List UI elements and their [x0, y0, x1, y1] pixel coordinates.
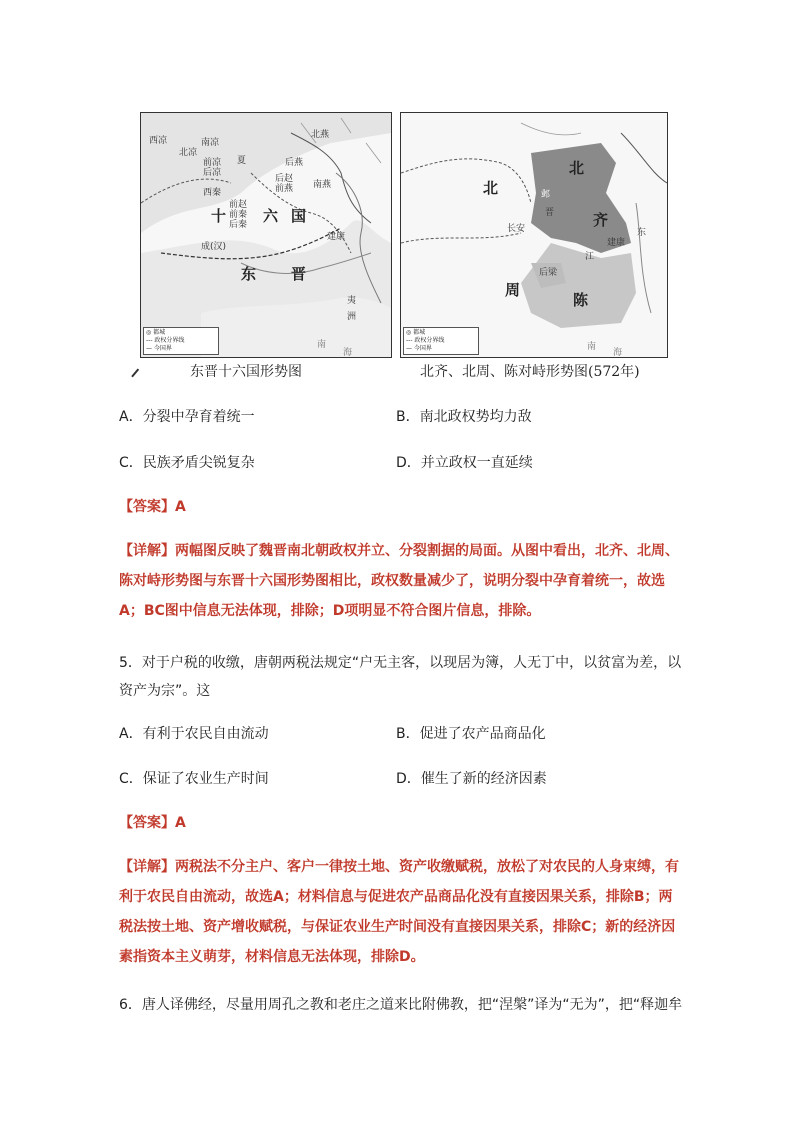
q4-option-d: D．并立政权一直延续	[396, 455, 533, 471]
q6-stem-line1: 6．唐人译佛经，尽量用周孔之教和老庄之道来比附佛教，把“涅槃”译为“无为”，把“释迦牟	[119, 997, 683, 1013]
map1-label: 后凉	[203, 168, 222, 178]
q5-stem-line2: 资产为宗”。这	[119, 683, 211, 699]
map1-label: 夷	[347, 296, 357, 306]
map1-label: 前秦	[229, 210, 248, 220]
map2-legend	[403, 327, 479, 355]
map1-label: 南	[317, 340, 327, 350]
q5-option-c: C．保证了农业生产时间	[119, 771, 269, 787]
stray-mark	[131, 368, 139, 377]
map1-label: 夏	[237, 156, 247, 166]
map2-label: 北	[569, 159, 585, 177]
map1-label: 北燕	[311, 130, 330, 140]
map2-label: 东	[637, 228, 647, 238]
map2-label: 北	[483, 179, 499, 197]
legend-item: ◎ 都城	[146, 329, 166, 336]
map1-label: 东	[241, 265, 257, 283]
map2-caption: 北齐、北周、陈对峙形势图(572年)	[420, 364, 640, 380]
q4-detail	[119, 536, 679, 626]
map1-label: 南凉	[201, 138, 220, 148]
legend-item: ◎ 都城	[406, 329, 426, 336]
answer-label: 【答案】	[119, 499, 175, 515]
detail-text: 两幅图反映了魏晋南北朝政权并立、分裂割据的局面。从图中看出，北齐、北周、陈对峙形势图与东晋十六国形势图相比，政权数量减少了，说明分裂中孕育着统一，故选A；BC图中信息无法体现，排除；D项明显不符合图片信息，排除。	[119, 543, 679, 619]
map2-label: 晋	[545, 208, 555, 218]
map1-label: 晋	[291, 265, 307, 283]
map2-label: 江	[585, 252, 595, 262]
q4-option-c: C．民族矛盾尖锐复杂	[119, 455, 255, 471]
map2-label: 周	[505, 281, 521, 299]
q5-stem-line1: 5．对于户税的收缴，唐朝两税法规定“户无主客，以现居为簿，人无丁中，以贫富为差，以	[119, 655, 682, 671]
q5-option-d: D．催生了新的经济因素	[396, 771, 547, 787]
map1-label: 北凉	[179, 148, 198, 158]
map2-label: 邺	[541, 190, 551, 200]
q5-option-b: B．促进了农产品商品化	[396, 726, 546, 742]
map1-label: 西秦	[203, 188, 222, 198]
map1-label: 海	[343, 348, 353, 358]
map2-label: 齐	[593, 211, 609, 229]
map1-label: 六	[263, 207, 279, 225]
detail-label: 【详解】	[119, 543, 175, 559]
map1-label: 十	[211, 207, 227, 225]
map1-legend	[143, 327, 219, 355]
legend-item: --- 政权分界线	[406, 337, 445, 344]
legend-item: --- 政权分界线	[146, 337, 185, 344]
map1-label: 西凉	[149, 136, 168, 146]
map1-label: 后燕	[285, 158, 304, 168]
map2-label: 海	[613, 348, 623, 358]
map1-label: 后赵	[275, 174, 294, 184]
map-eastern-jin-sixteen-kingdoms	[140, 112, 392, 358]
answer-label: 【答案】	[119, 815, 175, 831]
legend-item: — 今国界	[146, 345, 172, 352]
map1-label: 前凉	[203, 158, 222, 168]
map2-label: 后梁	[539, 268, 558, 278]
q5-option-a: A．有利于农民自由流动	[119, 726, 269, 742]
map2-label: 陈	[573, 291, 589, 309]
map1-label: 南燕	[313, 180, 332, 190]
detail-label: 【详解】	[119, 859, 175, 875]
q5-detail	[119, 852, 679, 972]
map2-label: 建康	[607, 238, 626, 248]
map1-label: 洲	[347, 312, 357, 322]
map1-label: 后秦	[229, 220, 248, 230]
q5-answer	[119, 812, 186, 832]
map1-label: 前赵	[229, 200, 248, 210]
map1-caption: 东晋十六国形势图	[190, 364, 302, 380]
q4-option-b: B．南北政权势均力敌	[396, 409, 532, 425]
map2-terrain	[401, 113, 667, 357]
q4-answer	[119, 496, 186, 516]
answer-value: A	[175, 499, 186, 515]
map1-label: 国	[291, 207, 307, 225]
map2-label: 南	[587, 342, 597, 352]
map1-label: 前燕	[275, 184, 294, 194]
map1-label: 建康	[327, 232, 346, 242]
map2-label: 长安	[507, 224, 526, 234]
q4-option-a: A．分裂中孕育着统一	[119, 409, 255, 425]
legend-item: — 今国界	[406, 345, 432, 352]
map-northern-qi-zhou-chen	[400, 112, 668, 358]
answer-value: A	[175, 815, 186, 831]
detail-text: 两税法不分主户、客户一律按土地、资产收缴赋税，放松了对农民的人身束缚，有利于农民自由流动，故选A；材料信息与促进农产品商品化没有直接因果关系，排除B；两税法按土地、资产增收赋税，与保证农业生产时间没有直接因果关系，排除C；新的经济因素指资本主义萌芽，材料信息无法体现，排除D。	[119, 859, 679, 965]
map1-label: 成(汉)	[201, 242, 227, 252]
